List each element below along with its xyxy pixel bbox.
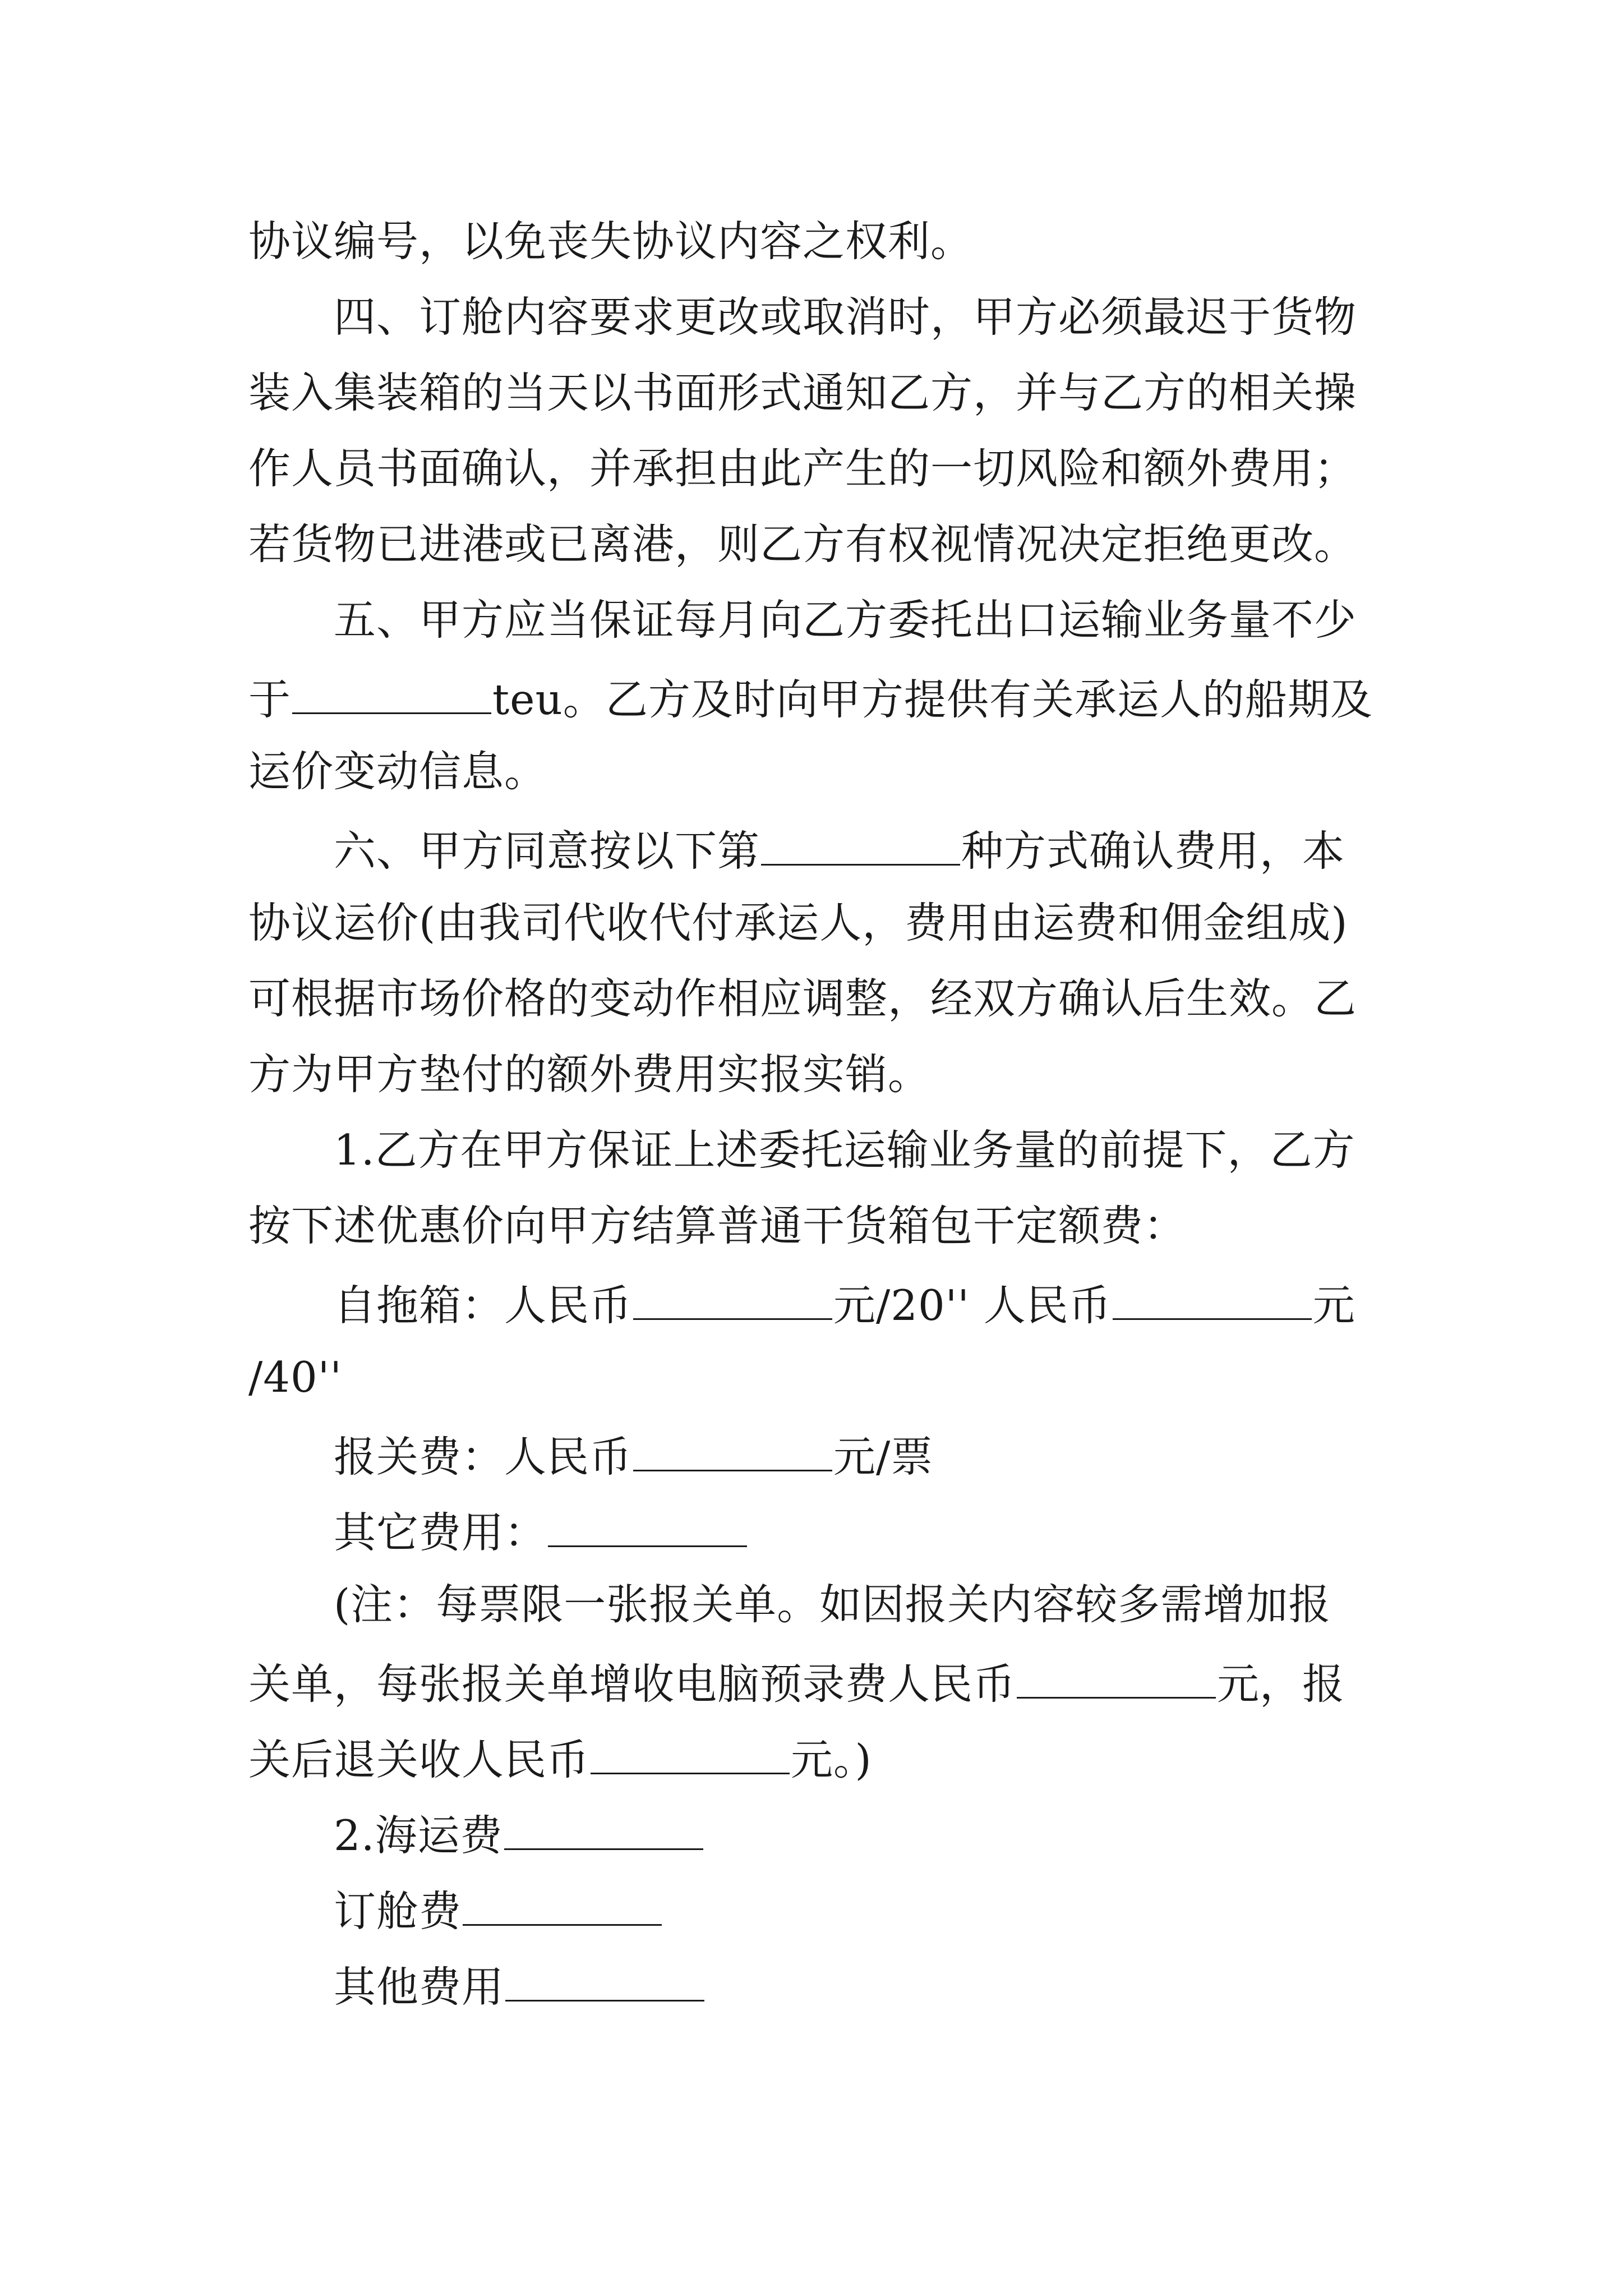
line-text: 作人员书面确认，并承担由此产生的一切风险和额外费用； [248, 444, 1357, 493]
text-line [248, 1198, 1387, 1254]
text-line [248, 1046, 1387, 1102]
line-text: 六、甲方同意按以下第 [248, 826, 760, 876]
line-text-after-blank: 元，报 [1217, 1659, 1345, 1709]
fill-in-blank[interactable] [463, 1879, 662, 1926]
line-text-after-blank: 元/票 [833, 1432, 934, 1481]
line-text: 运价变动信息。 [248, 747, 547, 796]
text-line [248, 1803, 1387, 1864]
line-text-after-blank: teu。乙方及时向甲方提供有关承运人的船期及 [492, 675, 1373, 724]
text-line [248, 743, 1387, 799]
line-text: 四、订舱内容要求更改或取消时，甲方必须最迟于货物 [248, 292, 1357, 342]
text-line [248, 1122, 1387, 1178]
fill-in-blank[interactable] [1113, 1273, 1312, 1320]
text-line [248, 1576, 1387, 1632]
text-line [248, 819, 1387, 879]
line-text: 方为甲方垫付的额外费用实报实销。 [248, 1050, 931, 1099]
text-line [248, 668, 1387, 728]
text-line [248, 440, 1387, 496]
text-line [248, 289, 1387, 345]
line-text: 五、甲方应当保证每月向乙方委托出口运输业务量不少 [248, 595, 1357, 645]
line-text: 装入集装箱的当天以书面形式通知乙方，并与乙方的相关操 [248, 368, 1357, 417]
fill-in-blank[interactable] [591, 1728, 790, 1774]
text-line [248, 1728, 1387, 1788]
fill-in-blank[interactable] [504, 1803, 703, 1850]
line-text-after-blank: 元。) [791, 1735, 872, 1784]
line-text: 可根据市场价格的变动作相应调整，经双方确认后生效。乙 [248, 974, 1357, 1023]
text-line [248, 895, 1387, 951]
line-text: 2.海运费 [248, 1811, 503, 1860]
text-line [248, 1879, 1387, 1939]
text-line [248, 1652, 1387, 1712]
text-line [248, 1273, 1387, 1333]
line-text: 1.乙方在甲方保证上述委托运输业务量的前提下，乙方 [248, 1125, 1355, 1175]
line-text: 其它费用： [248, 1508, 547, 1557]
text-line [248, 970, 1387, 1027]
text-line [248, 1425, 1387, 1485]
line-text: 协议运价(由我司代收代付承运人，费用由运费和佣金组成) [248, 898, 1348, 947]
text-line [248, 516, 1387, 572]
line-text: 其他费用 [248, 1962, 505, 2012]
line-text: 报关费：人民币 [248, 1432, 633, 1481]
fill-in-blank[interactable] [633, 1425, 832, 1471]
line-text-after-blank: 元/20'' 人民币 [833, 1281, 1112, 1330]
line-text-after-second-blank: 元 [1312, 1281, 1355, 1330]
line-text: (注：每票限一张报关单。如因报关内容较多需增加报 [248, 1580, 1331, 1629]
fill-in-blank[interactable] [548, 1501, 747, 1547]
fill-in-blank[interactable] [292, 668, 491, 714]
fill-in-blank[interactable] [761, 819, 960, 866]
fill-in-blank[interactable] [505, 1955, 704, 2001]
line-text: 关单，每张报关单增收电脑预录费人民币 [248, 1659, 1016, 1709]
line-text: 订舱费 [248, 1887, 462, 1936]
text-line [248, 213, 1387, 269]
text-line [248, 365, 1387, 421]
line-text: 关后退关收人民币 [248, 1735, 590, 1784]
line-text-after-blank: 种方式确认费用，本 [961, 826, 1345, 876]
fill-in-blank[interactable] [633, 1273, 832, 1320]
line-text: 协议编号，以免丧失协议内容之权利。 [248, 217, 974, 266]
line-text: /40'' [248, 1352, 342, 1402]
line-text: 若货物已进港或已离港，则乙方有权视情况决定拒绝更改。 [248, 519, 1357, 569]
line-text: 于 [248, 675, 292, 724]
fill-in-blank[interactable] [1017, 1652, 1216, 1699]
text-line [248, 1501, 1387, 1561]
text-line [248, 592, 1387, 648]
line-text: 按下述优惠价向甲方结算普通干货箱包干定额费： [248, 1201, 1187, 1250]
text-line [248, 1955, 1387, 2015]
line-text: 自拖箱：人民币 [248, 1281, 633, 1330]
text-line [248, 1349, 1387, 1405]
